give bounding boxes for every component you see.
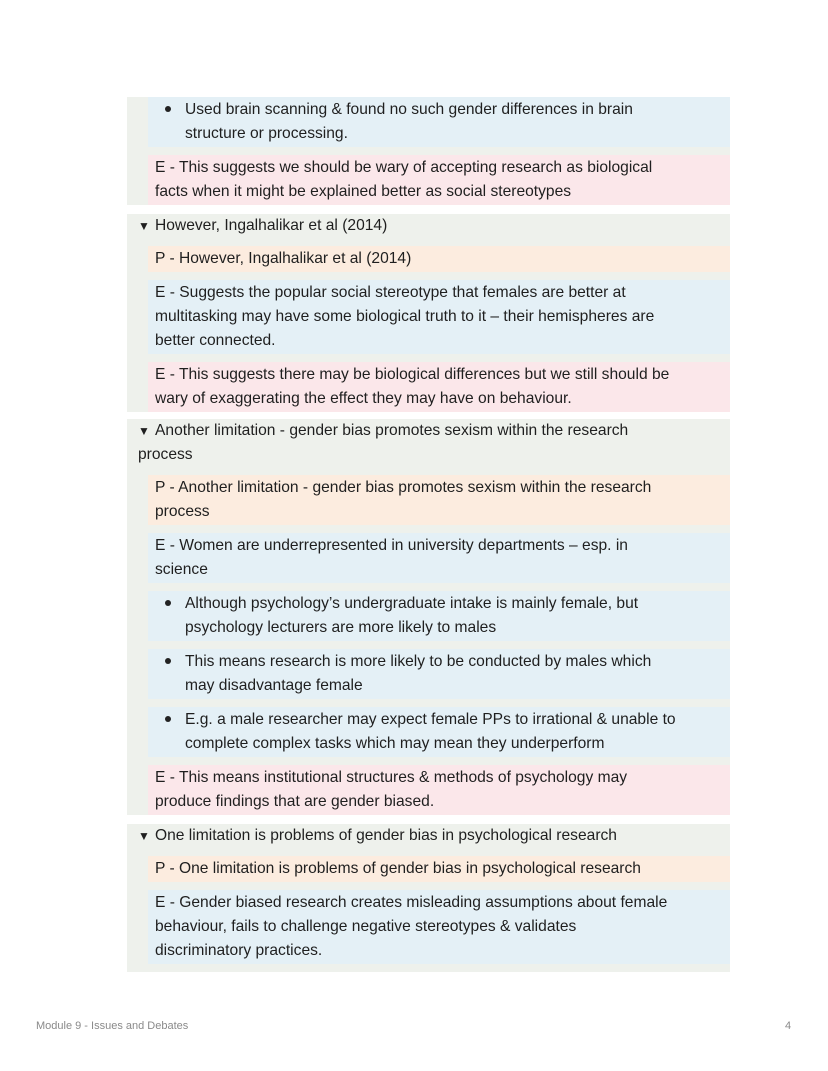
text-line: This means research is more likely to be conducted by males which (185, 653, 652, 670)
bullet-icon (165, 106, 171, 112)
toggle-header-text: However, Ingalhalikar et al (2014) (155, 217, 388, 234)
text-line: complete complex tasks which may mean they underperform (185, 735, 605, 752)
text-line: Used brain scanning & found no such gender differences in brain (185, 101, 633, 118)
triangle-down-icon[interactable]: ▼ (138, 829, 150, 843)
toggle-header-text: Another limitation - gender bias promotes sexism within the research (155, 422, 629, 439)
paragraph-block (148, 362, 730, 412)
toggle-header-text: process (138, 446, 193, 463)
text-line: P - Another limitation - gender bias promotes sexism within the research (155, 479, 652, 496)
bullet-icon (165, 716, 171, 722)
paragraph-block (148, 856, 730, 882)
paragraph-block (148, 890, 730, 964)
text-line: Although psychology’s undergraduate intake is mainly female, but (185, 595, 639, 612)
text-line: discriminatory practices. (155, 942, 323, 959)
text-line: better connected. (155, 332, 276, 349)
paragraph-block (148, 280, 730, 354)
bullet-item (148, 649, 730, 699)
bullet-item (148, 707, 730, 757)
toggle-header[interactable] (127, 214, 730, 238)
bullet-item (148, 97, 730, 147)
text-line: P - However, Ingalhalikar et al (2014) (155, 250, 412, 267)
text-line: may disadvantage female (185, 677, 363, 694)
bullet-icon (165, 658, 171, 664)
text-line: E - Women are underrepresented in university departments – esp. in (155, 537, 628, 554)
text-line: produce findings that are gender biased. (155, 793, 435, 810)
page-number: 4 (785, 1020, 792, 1032)
text-line: E - Suggests the popular social stereotype that females are better at (155, 284, 626, 301)
text-line: science (155, 561, 208, 578)
footer-module-title: Module 9 - Issues and Debates (36, 1020, 189, 1032)
text-line: structure or processing. (185, 125, 348, 142)
text-line: E.g. a male researcher may expect female PPs to irrational & unable to (185, 711, 676, 728)
toggle-header[interactable] (127, 824, 730, 848)
text-line: E - This means institutional structures & methods of psychology may (155, 769, 628, 786)
paragraph-block (148, 155, 730, 205)
text-line: psychology lecturers are more likely to males (185, 619, 497, 636)
toggle-block-gender-bias[interactable] (127, 824, 730, 972)
text-line: multitasking may have some biological truth to it – their hemispheres are (155, 308, 655, 325)
paragraph-block (148, 533, 730, 583)
paragraph-block (148, 246, 730, 272)
text-line: E - This suggests there may be biological differences but we still should be (155, 366, 670, 383)
toggle-block-ingalhalikar[interactable] (127, 214, 730, 412)
toggle-block-continued (127, 97, 730, 205)
paragraph-block (148, 765, 730, 815)
triangle-down-icon[interactable]: ▼ (138, 219, 150, 233)
text-line: behaviour, fails to challenge negative stereotypes & validates (155, 918, 577, 935)
text-line: facts when it might be explained better as social stereotypes (155, 183, 572, 200)
text-line: E - This suggests we should be wary of accepting research as biological (155, 159, 653, 176)
toggle-block-sexism[interactable] (127, 419, 730, 815)
toggle-header-text: One limitation is problems of gender bias in psychological research (155, 827, 617, 844)
text-line: P - One limitation is problems of gender bias in psychological research (155, 860, 641, 877)
paragraph-block (148, 475, 730, 525)
bullet-icon (165, 600, 171, 606)
text-line: E - Gender biased research creates misleading assumptions about female (155, 894, 668, 911)
text-line: wary of exaggerating the effect they may have on behaviour. (155, 390, 572, 407)
text-line: process (155, 503, 210, 520)
triangle-down-icon[interactable]: ▼ (138, 424, 150, 438)
bullet-item (148, 591, 730, 641)
toggle-header[interactable] (127, 419, 730, 467)
